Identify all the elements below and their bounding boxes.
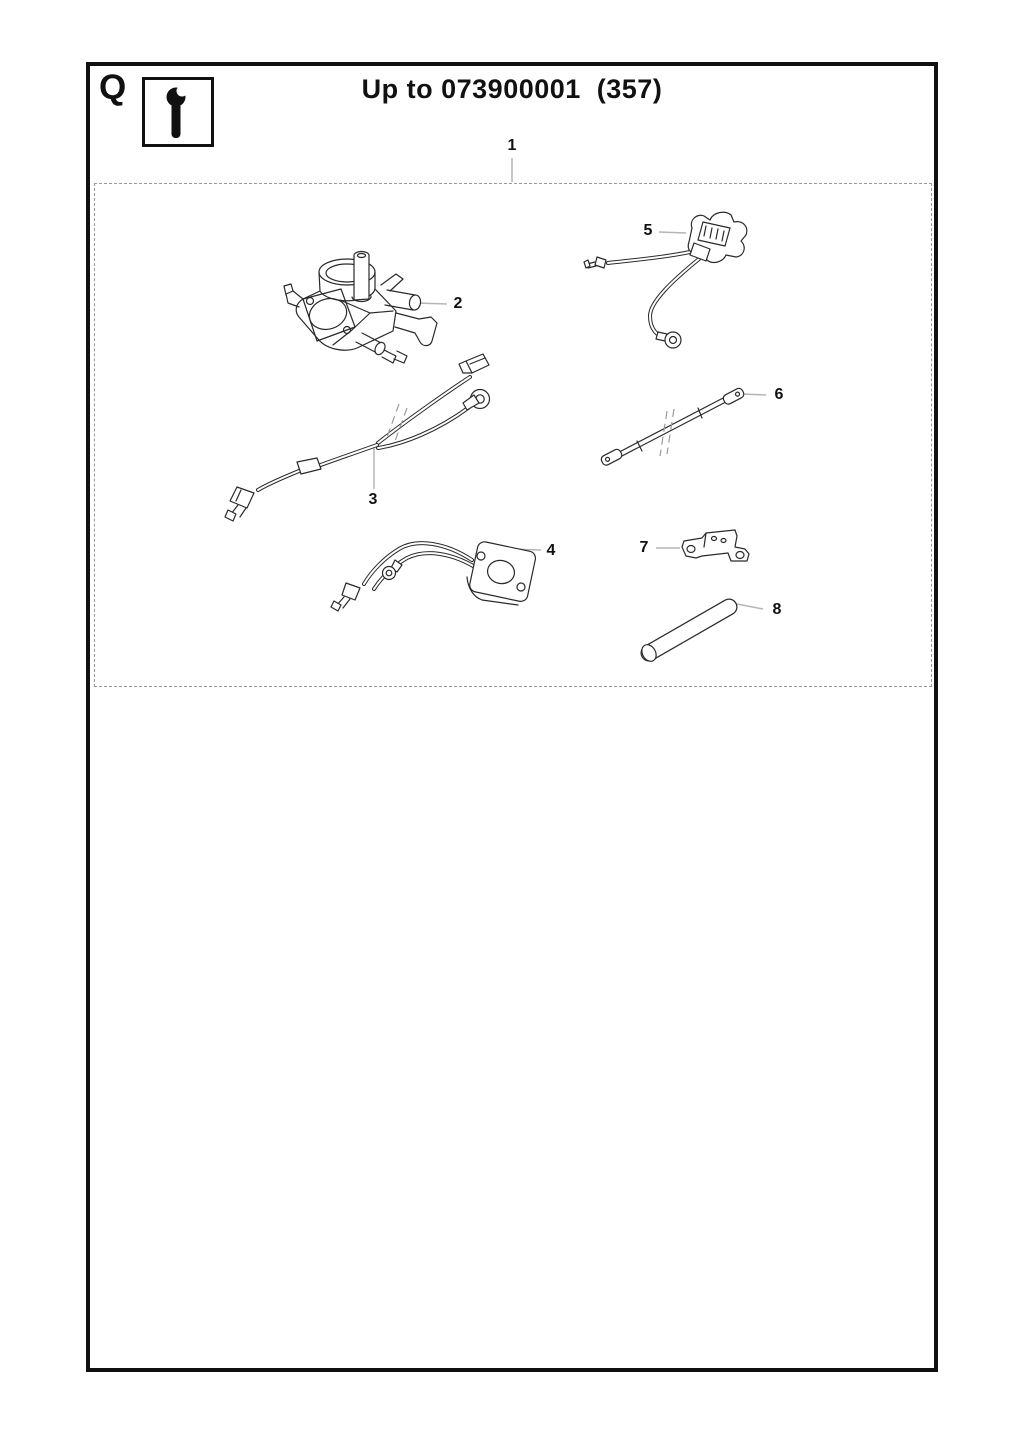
callout-8: 8	[772, 601, 782, 618]
parts-kit-outline	[94, 183, 932, 687]
callout-2: 2	[453, 295, 463, 312]
section-letter: Q	[99, 68, 127, 107]
callout-7: 7	[639, 539, 649, 556]
callout-5: 5	[643, 222, 653, 239]
callout-3: 3	[368, 491, 378, 508]
page-title: Up to 073900001 (357)	[361, 74, 663, 104]
callout-4: 4	[546, 542, 556, 559]
callout-6: 6	[774, 386, 784, 403]
callout-1: 1	[507, 137, 517, 154]
